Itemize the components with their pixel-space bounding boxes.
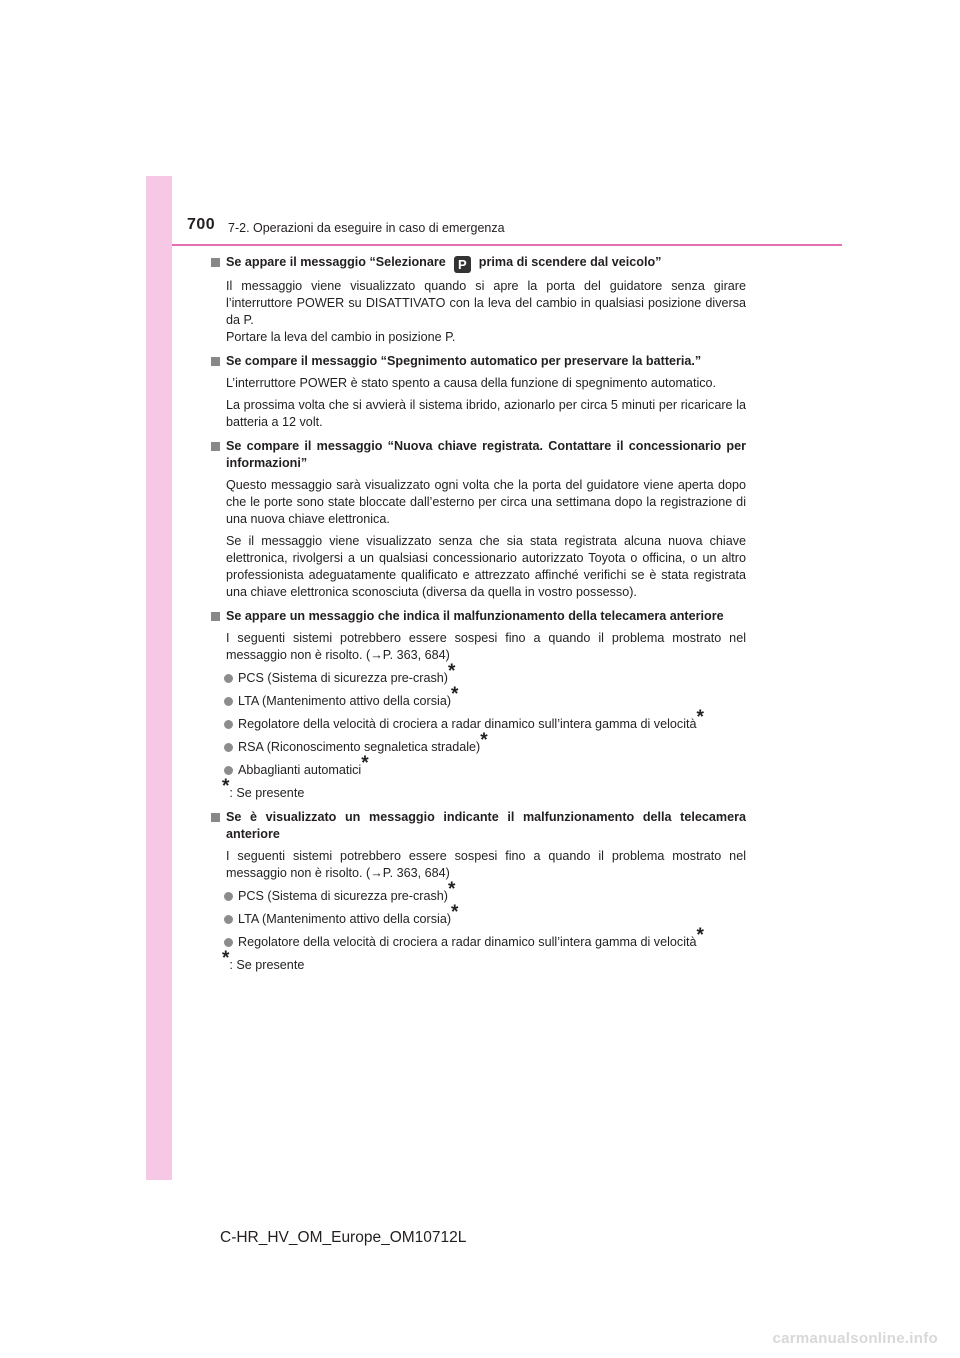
page-number: 700	[187, 216, 216, 233]
square-bullet-icon	[211, 258, 220, 267]
section-heading: Se compare il messaggio “Nuova chiave registrata. Contattare il concessionario per informazioni”	[210, 438, 746, 472]
document-code: C-HR_HV_OM_Europe_OM10712L	[220, 1229, 467, 1246]
header-divider	[172, 244, 842, 246]
list-item: Regolatore della velocità di crociera a radar dinamico sull’intera gamma di velocità*	[222, 716, 746, 733]
section-heading: Se compare il messaggio “Spegnimento automatico per preservare la batteria.”	[210, 353, 746, 370]
paragraph: Il messaggio viene visualizzato quando si apre la porta del guidatore senza girare l’interruttore POWER su DISATTIVATO con la leva del cambio in qualsiasi posizione diversa da P.	[226, 279, 746, 327]
asterisk-mark: *	[447, 879, 456, 900]
section-heading: Se appare il messaggio “Selezionare P prima di scendere dal veicolo”	[210, 254, 746, 273]
circle-bullet-icon	[224, 743, 233, 752]
section-heading: Se appare un messaggio che indica il malfunzionamento della telecamera anteriore	[210, 608, 746, 625]
paragraph: Questo messaggio sarà visualizzato ogni volta che la porta del guidatore viene aperta dopo che le porte sono state bloccate dall’esterno per circa una settimana dopo la registrazione di una nuova chiave elettronica.	[226, 478, 746, 526]
square-bullet-icon	[211, 357, 220, 366]
circle-bullet-icon	[224, 892, 233, 901]
paragraph: I seguenti sistemi potrebbero essere sospesi fino a quando il problema mostrato nel messaggio non è risolto. (→P. 363, 684)	[226, 631, 746, 662]
paragraph: I seguenti sistemi potrebbero essere sospesi fino a quando il problema mostrato nel messaggio non è risolto. (→P. 363, 684)	[226, 849, 746, 880]
circle-bullet-icon	[224, 720, 233, 729]
circle-bullet-icon	[224, 674, 233, 683]
circle-bullet-icon	[224, 697, 233, 706]
square-bullet-icon	[211, 442, 220, 451]
circle-bullet-icon	[224, 915, 233, 924]
parking-p-icon: P	[454, 256, 471, 273]
watermark: carmanualsonline.info	[772, 1330, 938, 1347]
asterisk-mark: *	[451, 684, 459, 705]
footnote: *: Se presente	[222, 776, 305, 800]
side-tab-band	[146, 176, 172, 1180]
paragraph: Se il messaggio viene visualizzato senza che sia stata registrata alcuna nuova chiave elettronica, rivolgersi a un qualsiasi concessionario autorizzato Toyota o officina, o un altro professionista adeguatamente qualificato e attrezzato affinché verifichi se è stata registrata una chiave elettronica sconosciuta (diversa da quella in vostro possesso).	[226, 534, 746, 599]
footnote: *: Se presente	[222, 948, 305, 972]
section-heading: Se è visualizzato un messaggio indicante il malfunzionamento della telecamera anteriore	[210, 809, 746, 843]
asterisk-mark: *	[696, 707, 704, 728]
list-item: Abbaglianti automatici*	[222, 762, 746, 779]
list-item: RSA (Riconoscimento segnaletica stradale)*	[222, 739, 746, 756]
asterisk-mark: *	[696, 925, 704, 946]
list-item: LTA (Mantenimento attivo della corsia)*	[222, 911, 746, 928]
paragraph: Portare la leva del cambio in posizione P.	[226, 330, 456, 344]
asterisk-mark: *	[480, 730, 488, 751]
paragraph: L’interruttore POWER è stato spento a causa della funzione di spegnimento automatico.	[226, 376, 717, 390]
asterisk-mark: *	[222, 948, 230, 969]
asterisk-mark: *	[222, 776, 230, 797]
square-bullet-icon	[211, 813, 220, 822]
circle-bullet-icon	[224, 766, 233, 775]
asterisk-mark: *	[361, 753, 369, 774]
paragraph: La prossima volta che si avvierà il sistema ibrido, azionarlo per circa 5 minuti per ricaricare la batteria a 12 volt.	[226, 398, 746, 429]
list-item: LTA (Mantenimento attivo della corsia)*	[222, 693, 746, 710]
asterisk-mark: *	[451, 902, 459, 923]
square-bullet-icon	[211, 612, 220, 621]
list-item: Regolatore della velocità di crociera a radar dinamico sull’intera gamma di velocità*	[222, 934, 746, 951]
asterisk-mark: *	[447, 661, 456, 682]
circle-bullet-icon	[224, 938, 233, 947]
list-item: PCS (Sistema di sicurezza pre-crash)*	[222, 888, 746, 905]
list-item: PCS (Sistema di sicurezza pre-crash)*	[222, 670, 746, 687]
page-content	[210, 254, 746, 974]
section-title: 7-2. Operazioni da eseguire in caso di emergenza	[228, 221, 505, 235]
